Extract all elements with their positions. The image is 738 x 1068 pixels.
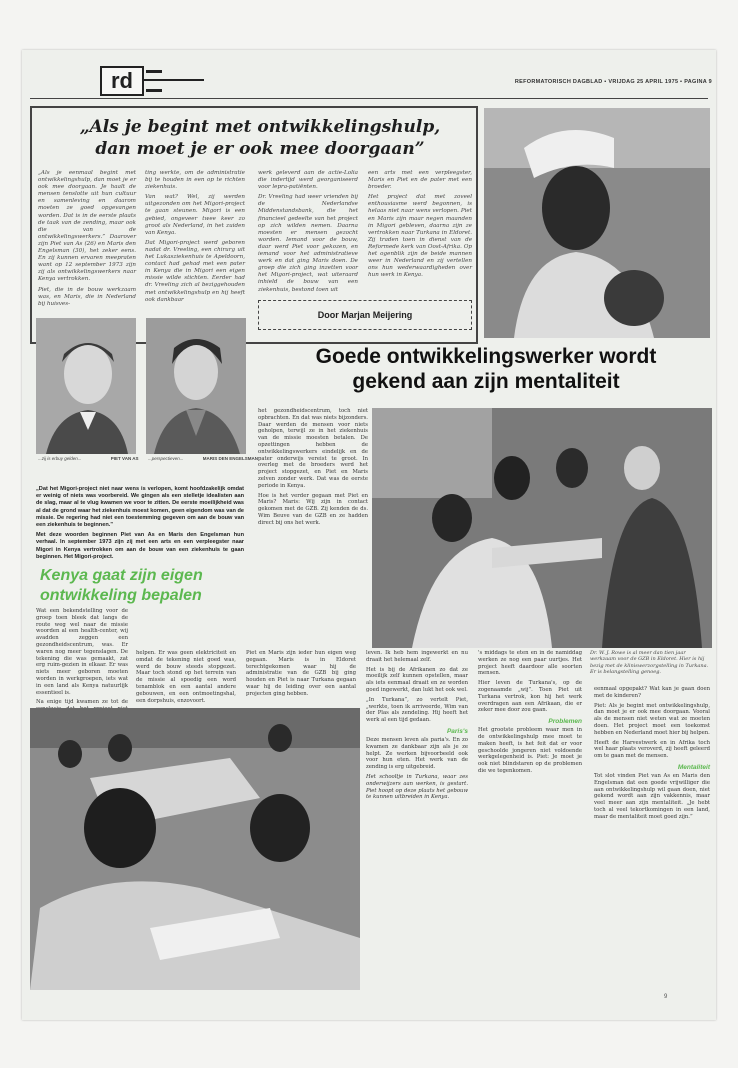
- logo-bars: [146, 70, 162, 92]
- intro-paragraph: Dat Migori-project werd geboren nadat dr. Vreeling, een chirurg uit het Lukasziekenhuis te Apeldoorn, contact had gehad met een pater in Kenya die in Migori een eigen missie wilde stichten. Eerder had dr. Vreeling zich al beziggehouden met ontwikkelingshulp en hij heeft ook dankbaar: [145, 239, 245, 303]
- caption-doctor: Dr. W. J. Rowe is al meer dan tien jaar werkzaam voor de GZB in Eldoret. Hier is hij bezig met de kliniswerzorgstelling in Turkana. Er is belangstelling genoeg.: [590, 650, 709, 676]
- paragraph: Met deze woorden beginnen Piet van As en Maris den Engelsman hun verhaal. In september 1973 zijn zij met een arts en een verpleegster naar Migori in Kenya vertrokken om aan de bouw van een ziekenhuis te gaan beginnen. Het Migori-project.: [36, 532, 244, 560]
- caption-piet: [38, 456, 139, 461]
- paragraph: Heeft de Harvestwerk en in Afrika toch wel haar plaats veroverd, zij heeft geleerd om te gaan met de mensen.: [594, 739, 710, 760]
- middle-article-text: [258, 408, 368, 530]
- secondary-headline: [258, 344, 714, 394]
- subheading-parias: Paris's: [446, 727, 468, 735]
- page-number: 9: [664, 994, 668, 1000]
- subheading-mentaliteit: Mentaliteit: [677, 763, 710, 771]
- caption-maris: [148, 456, 258, 461]
- intro-paragraph: Piet, die in de bouw werkzaam was, en Maris, die in Nederland bij huisves-: [38, 286, 136, 307]
- article-column-c: [246, 650, 356, 701]
- masthead: [100, 66, 164, 96]
- kenya-subheadline: [40, 566, 280, 606]
- portrait-maris-den-engelsman: [146, 318, 246, 454]
- intro-paragraph: Het project dat met zoveel enthousiasme werd begonnen, is helaas niet naar wens verlopen. Piet en Maris zijn maar negen maanden in Migori gebleven, daarna zijn ze vertrokken naar Turkana in Eldoret. Zij traden toen in dienst van de Reformede kerk van Oost-Afrika. Op het ogenblik zijn de beide mannen weer in Nederland en zij vertellen ons hun wederwaardigheden over hun werk in Kenya.: [368, 194, 472, 279]
- byline: Door Marjan Meijering: [258, 300, 472, 330]
- header-info: REFORMATORISCH DAGBLAD ▪ VRIJDAG 25 APRIL 1975 ▪ PAGINA 9: [514, 79, 712, 85]
- intro-paragraph: Dr. Vreeling had weer vrienden bij de Nederlandse Middenstandsbank, die het financieel gedeelte van het project op zich wilden nemen. Daarna moesten er mensen gezocht worden. Iemand voor de bouw, daar werd Piet voor gekozen, en iemand voor het administratieve werk en dat ging Maris doen. De groep die zich ging inzetten voor het Migori-project, wat uiteraard inhield de bouw van een ziekenhuis, bestond toen uit: [258, 194, 358, 293]
- intro-paragraph: werk geleverd aan de actie-Lolia die indertijd werd georganiseerd voor lepra-patiënten.: [258, 170, 358, 191]
- intro-column-3: [258, 170, 358, 297]
- paragraph: Piet: Als je begint met ontwikkelingshulp, dan moet je er ook mee doorgaan. Vooral als de mensen niet weten wat ze moeten doen. Het project moet een toekomst hebben en Nederland moet hier bij helpen.: [594, 702, 710, 736]
- intro-column-1: [38, 170, 136, 311]
- paragraph: eenmaal opgepakt? Wat kan je gaan doen met de kinderen?: [594, 686, 710, 699]
- photo-classroom: [30, 708, 360, 990]
- photo-doctor-with-crowd: [372, 408, 712, 648]
- caption-maris-note: ...perspectieven...: [148, 456, 184, 461]
- intro-column-2: [145, 170, 245, 307]
- intro-paragraph: „Als je eenmaal begint met ontwikkelingshulp, dan moet je er ook mee doorgaan. Je haalt de mensen tenslotte uit hun cultuur en samenleving en daarom moeten ze goed opgevangen worden. Dat is in de eerste plaats de taak van de zending, maar ook die van de ontwikkelingswerkers.” Daarover zijn Piet van As (26) en Maris den Engelsman (30), het zeker eens. En zij kunnen ervaren meepraten want op 12 september 1973 zijn zij als ontwikkelingswerkers naar Kenya vertrokken.: [38, 170, 136, 283]
- main-headline-line2: dan moet je er ook mee doorgaan”: [95, 139, 425, 159]
- paragraph: Deze mensen leven als paria's. En zo kwamen ze dankbaar zijn als je ze helpt. Ze werken bijvoorbeeld ook voor hun eten. Het werk van de zending is erg uitgebreid.: [366, 736, 468, 771]
- article-column-e: [478, 650, 582, 778]
- paragraph: Tot slot vinden Piet van As en Maris den Engelsman dat een goede vrijwilliger die aan ontwikkelingshulp wil gaan doen, niet gekend wordt aan zijn vakkennis, maar veel meer aan zijn mentaliteit. „Je hebt toch al veel tekortkomingen in een land, maar de mentaliteit moet goed zijn.”: [594, 772, 710, 820]
- main-headline: [60, 116, 460, 160]
- caption-piet-note: ...zij is erbuy gelden...: [38, 456, 82, 461]
- paragraph: Piet en Maris zijn ieder hun eigen weg gegaan. Maris is in Eldoret terechtgekomen waar hij de administratie van de GZB bij ging houden en Piet is naar Turkana gegaan waar hij de leiding over een aantal projecten ging hebben.: [246, 650, 356, 697]
- paragraph: Het is bij de Afrikanen zo dat ze moeilijk zelf kunnen opstellen, maar als iets eenmaal draait en ze worden goed ingewerkt, dan lukt het ook wel.: [366, 666, 468, 693]
- intro-paragraph: ting werkte, om de administratie bij te houden in een op te richten ziekenhuis.: [145, 170, 245, 191]
- intro-column-4: [368, 170, 472, 282]
- lead-text: [36, 486, 244, 564]
- intro-paragraph: een arts met een verpleegster, Maris en Piet en de pater met een broeder.: [368, 170, 472, 191]
- main-headline-line1: „Als je begint met ontwikkelingshulp,: [79, 117, 441, 137]
- paragraph: leven. Ik heb hem ingewerkt en nu draait het helemaal zelf.: [366, 650, 468, 663]
- caption-maris-name: MARIS DEN ENGELSMAN: [202, 456, 259, 461]
- article-column-b: [136, 650, 236, 707]
- paragraph: Het schooltje in Turkana, waar zes onderwijzers aan werken, is gestart. Piet hoopt op deze plaats het gebouw te kunnen uitbreiden in Kenya.: [366, 773, 468, 801]
- paragraph: helpen. Er was geen elektriciteit en omdat de tekening niet goed was, werd de bouw steeds stopgezet. Maar toch stond op het terrein van de missie al spoedig een word tenamblok en een aantal andere gebouwen, en een ontmoetingshal, een dorpshuis, enzovoort.: [136, 650, 236, 704]
- top-rule: [30, 98, 708, 99]
- paragraph: „In Turkana”, zo vertelt Piet, „werkte, toen ik arriveerde, Wim van der Plas als zendeling. Hij heeft het werk al een tijd gedaan.: [366, 696, 468, 724]
- intro-paragraph: Van wat? Wel, zij werden uitgezonden om het Migori-project te gaan steunen. Migori is een gebied, ongeveer twee keer zo groot als Nederland, in het zuiden van Kenya.: [145, 194, 245, 236]
- kenya-subheadline-line2: ontwikkeling bepalen: [40, 587, 202, 604]
- caption-piet-name: PIET VAN AS: [110, 456, 139, 461]
- article-column-f: [594, 686, 710, 824]
- portrait-piet-van-as: [36, 318, 136, 454]
- paragraph: „Dat het Migori-project niet naar wens is verlopen, komt hoofdzakelijk omdat er weinig of niets was voorbereid. We gingen als een stelletje idealisten aan de slag, maar al te vlug kwamen we voor te zitten. De eerste moeilijkheid was al dat de grond waar het ziekenhuis moest komen, geen eigendom was van de missie. De regering had niet een toestemming gegeven om aan de bouw van een ziekenhuis te beginnen.”: [36, 486, 244, 529]
- article-column-d: [366, 650, 468, 804]
- paragraph: Hier leven de Turkana's, op de zogenaamde „wij”. Toen Piet uit Turkana vertrok, kon hij het werk overdragen aan een Afrikaan, die er zeker mee door zou gaan.: [478, 680, 582, 714]
- paragraph: Na enige tijd kwamen ze tot de: [36, 699, 128, 706]
- paragraph: het gezondheidscentrum, toch niet opbrachten. En dat was niets bijzonders. Daar werden de mensen voor niets geholpen, terwijl ze in het ziekenhuis van de missie moesten betalen. De opzettingen hebben de ontwikkelingswerkers eindelijk en de pater onderwijs vereist te groot. In overleg met de broeders werd het project stopgezet, en Piet en Maris zelven zonder werk. Dat was de eerste periode in Kenya.: [258, 408, 368, 489]
- kenya-subheadline-line1: Kenya gaat zijn eigen: [40, 567, 203, 584]
- paragraph: Hoe is het verder gegaan met Piet en Maris? Maris: Wij zijn in contact gekomen met de GZB. Zij kenden de ds. Wim Beuve van de GZB en ze hadden direct bij ons het werk.: [258, 492, 368, 526]
- secondary-headline-line1: Goede ontwikkelingswerker wordt: [315, 345, 657, 368]
- paragraph: Wat een bekendstelling voor de groep toen bleek dat langs de route weg wel naar de missie woorden al een health-center, wij avadden zeggen een gezondheidscentrum, was. Er waren nog meer tegenslagen. De tekening die was gemaakt, zat erg ruim-gezien in elkaar. Er was niets meer geboren moeten worden in werkgroepen, iets wat in een land als Kenya natuurlijk essentieel is.: [36, 608, 128, 696]
- photo-woman-with-child: [484, 108, 710, 338]
- secondary-headline-line2: gekend aan zijn mentaliteit: [352, 370, 620, 393]
- subheading-problemen: Problemen: [548, 718, 582, 726]
- paragraph: 's middags te eten en in de namiddag werken ze nog een paar uurtjes. Het project heeft daardoor alle soorten mensen.: [478, 650, 582, 677]
- rd-logo: rd: [100, 66, 144, 96]
- paragraph: Het grootste probleem waar men in de ontwikkelingshulp mee moet te maken heeft, is het feit dat er voor geschoolde jongeren niet voldoende werkgelegenheid is. Piet: Je moet je ook niet blindstaren op de problemen die we tegenkomen.: [478, 727, 582, 774]
